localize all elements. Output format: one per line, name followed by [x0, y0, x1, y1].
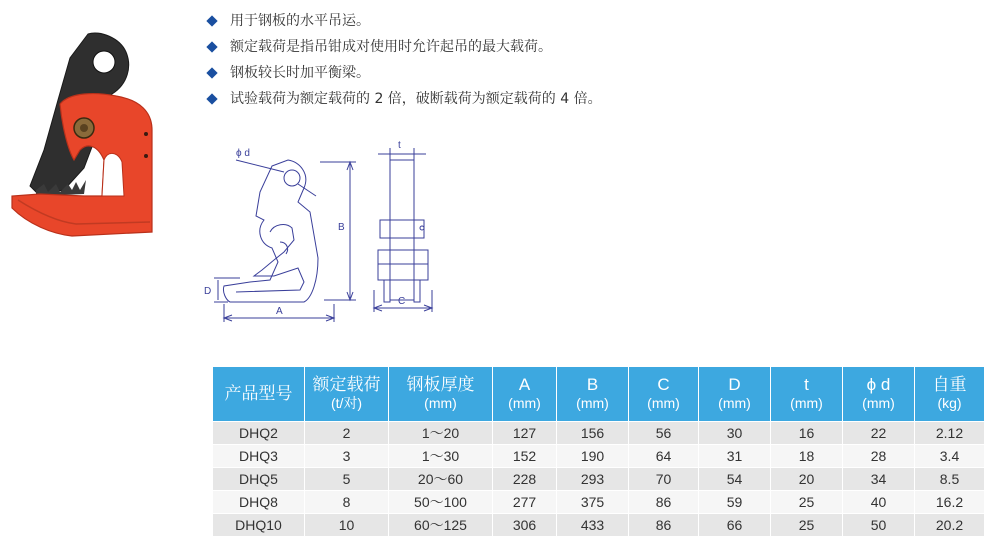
- label-A: A: [276, 306, 283, 317]
- header-rated-load: 额定载荷 (t/对): [305, 367, 389, 422]
- feature-item: 用于钢板的水平吊运。: [206, 8, 602, 34]
- table-cell: 16: [771, 422, 843, 445]
- table-cell: DHQ2: [213, 422, 305, 445]
- table-row: [213, 514, 985, 537]
- table-row: [213, 445, 985, 468]
- label-C: C: [398, 296, 406, 307]
- table-cell: 60～125: [389, 514, 493, 537]
- feature-item: 试验载荷为额定载荷的 2 倍，破断载荷为额定载荷的 4 倍。: [206, 86, 602, 112]
- label-phi-d: ϕ d: [236, 148, 250, 159]
- header-B: B (mm): [557, 367, 629, 422]
- table-cell: 54: [699, 468, 771, 491]
- table-cell: 5: [305, 468, 389, 491]
- table-cell: 25: [771, 491, 843, 514]
- table-cell: 34: [843, 468, 915, 491]
- header-D: D (mm): [699, 367, 771, 422]
- header-weight: 自重 (kg): [915, 367, 985, 422]
- table-cell: 2.12: [915, 422, 985, 445]
- table-cell: 70: [629, 468, 699, 491]
- table-cell: 56: [629, 422, 699, 445]
- table-row: [213, 468, 985, 491]
- header-model: 产品型号: [213, 367, 305, 422]
- spec-table: [212, 366, 985, 537]
- table-cell: 277: [493, 491, 557, 514]
- header-phi-d: ϕ d (mm): [843, 367, 915, 422]
- table-cell: 16.2: [915, 491, 985, 514]
- table-cell: 20～60: [389, 468, 493, 491]
- header-t: t (mm): [771, 367, 843, 422]
- table-cell: 3: [305, 445, 389, 468]
- table-cell: 433: [557, 514, 629, 537]
- table-cell: 28: [843, 445, 915, 468]
- table-cell: 86: [629, 514, 699, 537]
- table-cell: 10: [305, 514, 389, 537]
- table-cell: 22: [843, 422, 915, 445]
- table-cell: 8: [305, 491, 389, 514]
- feature-item: 钢板较长时加平衡梁。: [206, 60, 602, 86]
- feature-list: [206, 8, 602, 112]
- table-cell: DHQ10: [213, 514, 305, 537]
- table-cell: 3.4: [915, 445, 985, 468]
- table-cell: 1～30: [389, 445, 493, 468]
- table-cell: 20.2: [915, 514, 985, 537]
- diamond-bullet-icon: [206, 93, 217, 104]
- header-plate-thickness: 钢板厚度 (mm): [389, 367, 493, 422]
- dimension-drawing: [200, 140, 460, 325]
- table-cell: 18: [771, 445, 843, 468]
- table-cell: 30: [699, 422, 771, 445]
- table-header-row: [213, 367, 985, 422]
- table-cell: 127: [493, 422, 557, 445]
- table-cell: 64: [629, 445, 699, 468]
- label-D: D: [204, 286, 212, 297]
- table-cell: 40: [843, 491, 915, 514]
- table-cell: 50: [843, 514, 915, 537]
- header-C: C (mm): [629, 367, 699, 422]
- header-A: A (mm): [493, 367, 557, 422]
- table-cell: 293: [557, 468, 629, 491]
- table-cell: 2: [305, 422, 389, 445]
- table-cell: DHQ8: [213, 491, 305, 514]
- table-cell: 8.5: [915, 468, 985, 491]
- product-photo-plate-clamp: [0, 0, 180, 250]
- diamond-bullet-icon: [206, 15, 217, 26]
- table-cell: 156: [557, 422, 629, 445]
- table-cell: 306: [493, 514, 557, 537]
- table-cell: 375: [557, 491, 629, 514]
- table-cell: DHQ5: [213, 468, 305, 491]
- table-cell: 59: [699, 491, 771, 514]
- table-cell: 1～20: [389, 422, 493, 445]
- table-cell: 86: [629, 491, 699, 514]
- table-cell: 152: [493, 445, 557, 468]
- table-cell: 190: [557, 445, 629, 468]
- label-t: t: [398, 140, 401, 151]
- table-cell: 50～100: [389, 491, 493, 514]
- table-cell: 31: [699, 445, 771, 468]
- table-cell: 66: [699, 514, 771, 537]
- diamond-bullet-icon: [206, 67, 217, 78]
- table-row: [213, 491, 985, 514]
- table-row: [213, 422, 985, 445]
- feature-item: 额定载荷是指吊钳成对使用时允许起吊的最大载荷。: [206, 34, 602, 60]
- diamond-bullet-icon: [206, 41, 217, 52]
- table-cell: 228: [493, 468, 557, 491]
- table-cell: 20: [771, 468, 843, 491]
- table-cell: DHQ3: [213, 445, 305, 468]
- label-B: B: [338, 222, 345, 233]
- table-cell: 25: [771, 514, 843, 537]
